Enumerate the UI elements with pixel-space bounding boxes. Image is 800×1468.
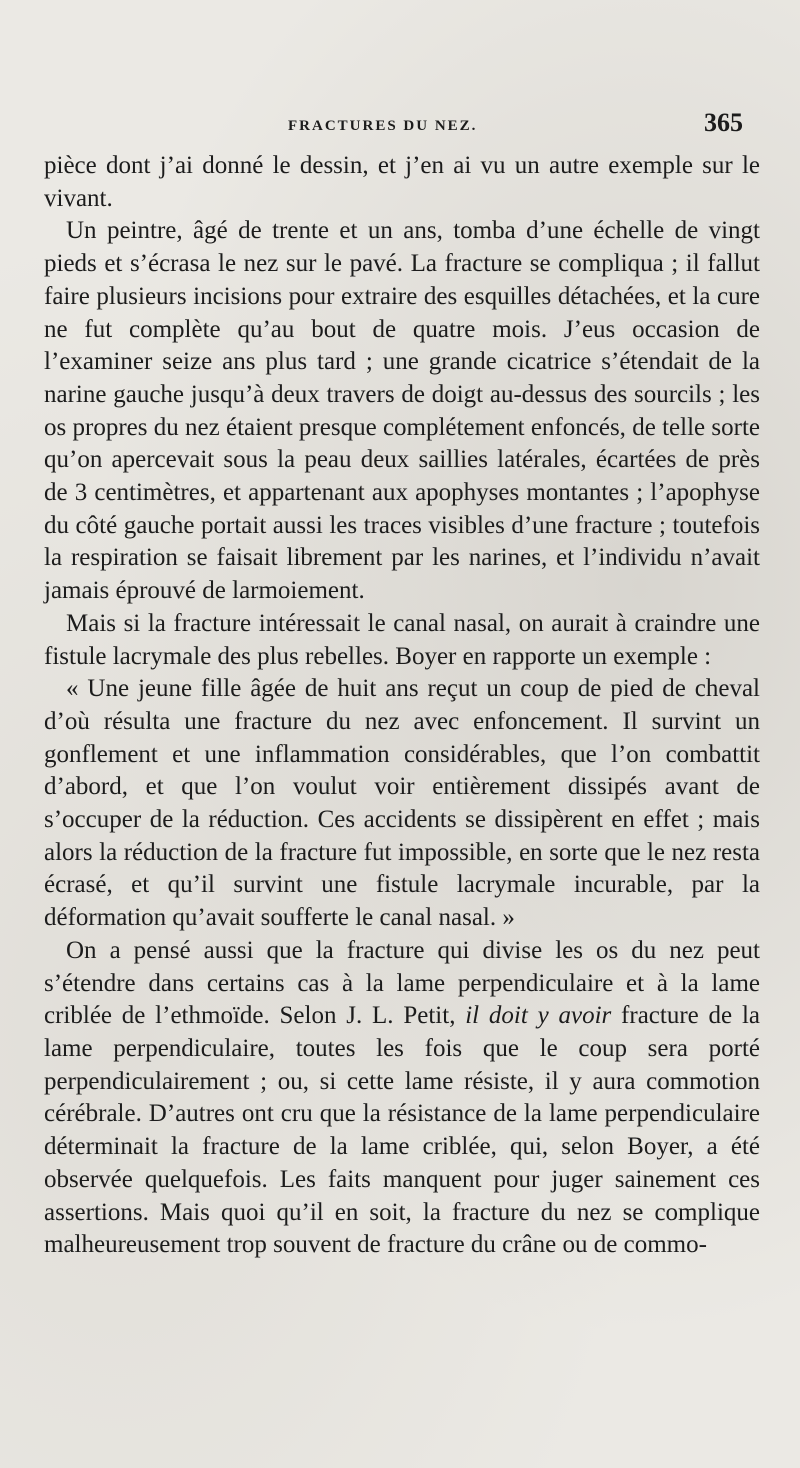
paragraph-ethmoid: [44, 935, 760, 1262]
running-title: FRACTURES DU NEZ.: [288, 118, 478, 134]
ethmoid-italic: il doit y avoir: [465, 1002, 612, 1030]
ethmoid-text-before: On a pensé aussi que la fracture qui divise les os du nez peut s’étendre dans certains cas à la lame perpendiculaire et à la lame criblée de l’ethmoïde. Selon J. L. Petit,: [44, 936, 760, 1030]
body-text: [44, 150, 760, 1262]
ethmoid-text-after: fracture de la lame perpendiculaire, toutes les fois que le coup sera porté perpendiculairement ; ou, si cette lame résiste, il y aura commotion cérébrale. D’autres ont cru que la résistance de la lame perpendiculaire déterminait la fracture de la lame criblée, qui, selon Boyer, a été observée quelquefois. Les faits manquent pour juger sainement ces assertions. Mais quoi qu’il en soit, la fracture du nez se complique malheureusement trop souvent de fracture du crâne ou de commo-: [44, 1002, 760, 1259]
paragraph-boyer-quote: « Une jeune fille âgée de huit ans reçut un coup de pied de cheval d’où résulta une fracture du nez avec enfoncement. Il survint un gonflement et une inflammation considérables, que l’on combattit d’abord, et que l’on voulut voir entièrement dissipés avant de s’occuper de la réduction. Ces accidents se dissipèrent en effet ; mais alors la réduction de la fracture fut impossible, en sorte que le nez resta écrasé, et qu’il survint une fistule lacrymale incurable, par la déformation qu’avait soufferte le canal nasal. »: [44, 675, 760, 932]
paragraph-nasal-canal: Mais si la fracture intéressait le canal nasal, on aurait à craindre une fistule lacrymale des plus rebelles. Boyer en rapporte un exemple :: [44, 609, 760, 670]
running-head: [0, 108, 800, 148]
paragraph-continuation: pièce dont j’ai donné le dessin, et j’en ai vu un autre exemple sur le vivant.: [44, 152, 760, 212]
page-number: 365: [704, 108, 743, 137]
paragraph-painter-case: Un peintre, âgé de trente et un ans, tomba d’une échelle de vingt pieds et s’écrasa le nez sur le pavé. La fracture se compliqua ; il fallut faire plusieurs incisions pour extraire des esquilles détachées, et la cure ne fut complète qu’au bout de quatre mois. J’eus occasion de l’examiner seize ans plus tard ; une grande cicatrice s’étendait de la narine gauche jusqu’à deux travers de doigt au-dessus des sourcils ; les os propres du nez étaient presque complétement enfoncés, de telle sorte qu’on apercevait sous la peau deux saillies latérales, écartées de près de 3 centimètres, et appartenant aux apophyses montantes ; l’apophyse du côté gauche portait aussi les traces visibles d’une fracture ; toutefois la respiration se faisait librement par les narines, et l’individu n’avait jamais éprouvé de larmoiement.: [44, 217, 760, 605]
